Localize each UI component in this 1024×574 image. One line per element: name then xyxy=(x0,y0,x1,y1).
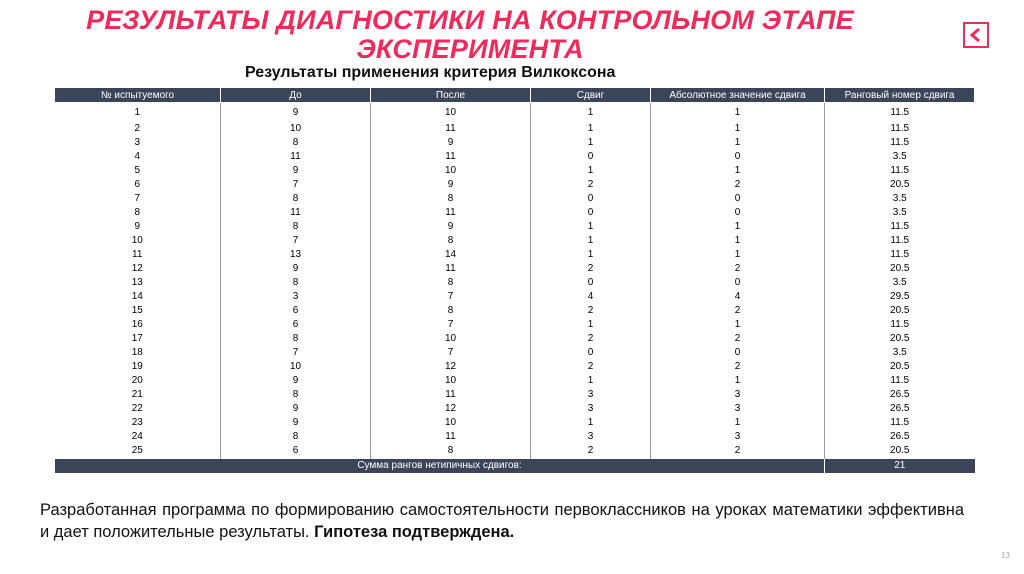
after-cell: 8 xyxy=(371,234,531,248)
rank-cell: 20.5 xyxy=(890,305,910,316)
shift-cell: 4 xyxy=(531,290,651,304)
after-cell: 10 xyxy=(371,103,531,123)
rank-cell: 11.5 xyxy=(890,319,910,330)
absolute-shift-cell: 1 xyxy=(651,234,825,248)
shift-cell: 2 xyxy=(531,262,651,276)
absolute-shift-cell: 3 xyxy=(651,388,825,402)
shift-cell: 1 xyxy=(531,136,651,150)
rank-cell: 3.5 xyxy=(892,347,907,358)
after-cell: 11 xyxy=(371,206,531,220)
wilcoxon-table xyxy=(54,87,975,474)
hypothesis-confirmed: Гипотеза подтверждена. xyxy=(314,523,515,541)
absolute-shift-cell: 1 xyxy=(651,164,825,178)
header-absolute-shift: Абсолютное значение сдвига xyxy=(651,88,825,103)
table-row xyxy=(55,276,975,290)
before-cell: 9 xyxy=(221,164,371,178)
table-row xyxy=(55,416,975,430)
subject-number-cell: 21 xyxy=(55,388,221,402)
shift-cell: 2 xyxy=(531,444,651,459)
after-cell: 11 xyxy=(371,122,531,136)
subject-number-cell: 24 xyxy=(55,430,221,444)
before-cell: 6 xyxy=(221,444,371,459)
after-cell: 7 xyxy=(371,346,531,360)
before-cell: 10 xyxy=(221,360,371,374)
rank-cell: 26.5 xyxy=(890,389,910,400)
subject-number-cell: 17 xyxy=(55,332,221,346)
rank-cell: 11.5 xyxy=(890,106,910,118)
after-cell: 9 xyxy=(371,178,531,192)
table-row xyxy=(55,178,975,192)
before-cell: 8 xyxy=(221,192,371,206)
rank-cell: 11.5 xyxy=(890,165,910,176)
header-before: До xyxy=(221,88,371,103)
table-row xyxy=(55,402,975,416)
after-cell: 7 xyxy=(371,290,531,304)
before-cell: 9 xyxy=(221,402,371,416)
rank-cell: 29.5 xyxy=(890,291,910,302)
table-row xyxy=(55,234,975,248)
chevron-left-icon xyxy=(969,27,983,43)
absolute-shift-cell: 1 xyxy=(651,103,825,123)
shift-cell: 3 xyxy=(531,430,651,444)
subject-number-cell: 14 xyxy=(55,290,221,304)
shift-cell: 1 xyxy=(531,220,651,234)
table-row xyxy=(55,150,975,164)
rank-cell: 3.5 xyxy=(892,193,907,204)
rank-cell: 26.5 xyxy=(890,403,910,414)
before-cell: 11 xyxy=(221,150,371,164)
subject-number-cell: 5 xyxy=(55,164,221,178)
table-row xyxy=(55,136,975,150)
subject-number-cell: 15 xyxy=(55,304,221,318)
rank-cell: 20.5 xyxy=(890,361,910,372)
after-cell: 14 xyxy=(371,248,531,262)
rank-cell: 11.5 xyxy=(890,375,910,386)
rank-cell: 20.5 xyxy=(890,179,910,190)
before-cell: 11 xyxy=(221,206,371,220)
subject-number-cell: 20 xyxy=(55,374,221,388)
before-cell: 6 xyxy=(221,304,371,318)
absolute-shift-cell: 3 xyxy=(651,402,825,416)
rank-cell: 11.5 xyxy=(890,249,910,260)
table-row xyxy=(55,206,975,220)
subject-number-cell: 1 xyxy=(55,103,221,123)
after-cell: 10 xyxy=(371,164,531,178)
after-cell: 8 xyxy=(371,444,531,459)
rank-cell: 20.5 xyxy=(890,263,910,274)
subject-number-cell: 7 xyxy=(55,192,221,206)
absolute-shift-cell: 4 xyxy=(651,290,825,304)
rank-cell: 3.5 xyxy=(892,207,907,218)
rank-cell: 26.5 xyxy=(890,431,910,442)
table-row xyxy=(55,318,975,332)
conclusion-text xyxy=(40,499,964,543)
shift-cell: 1 xyxy=(531,374,651,388)
before-cell: 9 xyxy=(221,103,371,123)
table-footer-row xyxy=(55,459,975,474)
table-body xyxy=(55,103,975,459)
table-row xyxy=(55,192,975,206)
rank-cell: 20.5 xyxy=(890,445,910,456)
absolute-shift-cell: 3 xyxy=(651,430,825,444)
header-after: После xyxy=(371,88,531,103)
subject-number-cell: 12 xyxy=(55,262,221,276)
after-cell: 12 xyxy=(371,402,531,416)
table-row xyxy=(55,332,975,346)
subject-number-cell: 9 xyxy=(55,220,221,234)
table-row xyxy=(55,430,975,444)
table-row xyxy=(55,248,975,262)
shift-cell: 0 xyxy=(531,276,651,290)
before-cell: 8 xyxy=(221,332,371,346)
before-cell: 8 xyxy=(221,220,371,234)
slide-subtitle: Результаты применения критерия Вилкоксона xyxy=(245,64,616,81)
before-cell: 13 xyxy=(221,248,371,262)
before-cell: 7 xyxy=(221,234,371,248)
rank-cell: 20.5 xyxy=(890,333,910,344)
table-row xyxy=(55,103,975,123)
slide-title: РЕЗУЛЬТАТЫ ДИАГНОСТИКИ НА КОНТРОЛЬНОМ ЭТАПЕ ЭКСПЕРИМЕНТА xyxy=(86,5,854,64)
after-cell: 8 xyxy=(371,192,531,206)
before-cell: 8 xyxy=(221,430,371,444)
shift-cell: 0 xyxy=(531,192,651,206)
absolute-shift-cell: 0 xyxy=(651,346,825,360)
after-cell: 11 xyxy=(371,430,531,444)
table-row xyxy=(55,220,975,234)
table-row xyxy=(55,290,975,304)
subject-number-cell: 10 xyxy=(55,234,221,248)
absolute-shift-cell: 2 xyxy=(651,444,825,459)
shift-cell: 1 xyxy=(531,416,651,430)
shift-cell: 2 xyxy=(531,360,651,374)
subject-number-cell: 16 xyxy=(55,318,221,332)
header-subject-number: № испытуемого xyxy=(55,88,221,103)
table-row xyxy=(55,164,975,178)
after-cell: 11 xyxy=(371,150,531,164)
absolute-shift-cell: 0 xyxy=(651,192,825,206)
table-header-row xyxy=(55,88,975,103)
rank-cell: 11.5 xyxy=(890,123,910,134)
absolute-shift-cell: 1 xyxy=(651,220,825,234)
conclusion-body: Разработанная программа по формированию самостоятельности первоклассников на уроках математики эффективна и дает положительные результаты. xyxy=(40,501,964,541)
shift-cell: 0 xyxy=(531,150,651,164)
header-shift: Сдвиг xyxy=(531,88,651,103)
absolute-shift-cell: 1 xyxy=(651,136,825,150)
absolute-shift-cell: 0 xyxy=(651,206,825,220)
shift-cell: 1 xyxy=(531,164,651,178)
subject-number-cell: 23 xyxy=(55,416,221,430)
absolute-shift-cell: 2 xyxy=(651,304,825,318)
subject-number-cell: 22 xyxy=(55,402,221,416)
absolute-shift-cell: 1 xyxy=(651,416,825,430)
after-cell: 11 xyxy=(371,262,531,276)
shift-cell: 2 xyxy=(531,332,651,346)
before-cell: 9 xyxy=(221,374,371,388)
table-row xyxy=(55,444,975,459)
before-cell: 8 xyxy=(221,276,371,290)
absolute-shift-cell: 0 xyxy=(651,276,825,290)
absolute-shift-cell: 1 xyxy=(651,374,825,388)
shift-cell: 1 xyxy=(531,234,651,248)
rank-cell: 3.5 xyxy=(892,151,907,162)
subject-number-cell: 3 xyxy=(55,136,221,150)
after-cell: 7 xyxy=(371,318,531,332)
table-row xyxy=(55,360,975,374)
after-cell: 10 xyxy=(371,332,531,346)
rank-cell: 11.5 xyxy=(890,235,910,246)
page-number: 13 xyxy=(1001,551,1010,560)
subject-number-cell: 11 xyxy=(55,248,221,262)
absolute-shift-cell: 2 xyxy=(651,332,825,346)
rank-cell: 11.5 xyxy=(890,137,910,148)
before-cell: 8 xyxy=(221,388,371,402)
subject-number-cell: 25 xyxy=(55,444,221,459)
table-row xyxy=(55,122,975,136)
absolute-shift-cell: 1 xyxy=(651,248,825,262)
back-button[interactable] xyxy=(963,22,989,48)
rank-cell: 3.5 xyxy=(892,277,907,288)
subject-number-cell: 4 xyxy=(55,150,221,164)
before-cell: 9 xyxy=(221,262,371,276)
before-cell: 3 xyxy=(221,290,371,304)
before-cell: 9 xyxy=(221,416,371,430)
absolute-shift-cell: 2 xyxy=(651,262,825,276)
shift-cell: 3 xyxy=(531,388,651,402)
after-cell: 8 xyxy=(371,304,531,318)
subject-number-cell: 2 xyxy=(55,122,221,136)
absolute-shift-cell: 2 xyxy=(651,360,825,374)
rank-sum-label: Сумма рангов нетипичных сдвигов: xyxy=(55,459,825,474)
after-cell: 9 xyxy=(371,220,531,234)
rank-sum-value: 21 xyxy=(825,459,975,474)
shift-cell: 3 xyxy=(531,402,651,416)
shift-cell: 1 xyxy=(531,318,651,332)
before-cell: 7 xyxy=(221,178,371,192)
before-cell: 8 xyxy=(221,136,371,150)
shift-cell: 2 xyxy=(531,178,651,192)
shift-cell: 1 xyxy=(531,248,651,262)
subject-number-cell: 18 xyxy=(55,346,221,360)
header-rank: Ранговый номер сдвига xyxy=(825,88,975,103)
after-cell: 10 xyxy=(371,374,531,388)
shift-cell: 1 xyxy=(531,103,651,123)
table-row xyxy=(55,388,975,402)
subject-number-cell: 19 xyxy=(55,360,221,374)
after-cell: 10 xyxy=(371,416,531,430)
table-row xyxy=(55,346,975,360)
table-row xyxy=(55,262,975,276)
subject-number-cell: 8 xyxy=(55,206,221,220)
table-row xyxy=(55,304,975,318)
absolute-shift-cell: 1 xyxy=(651,122,825,136)
shift-cell: 0 xyxy=(531,206,651,220)
subject-number-cell: 6 xyxy=(55,178,221,192)
after-cell: 12 xyxy=(371,360,531,374)
table-row xyxy=(55,374,975,388)
absolute-shift-cell: 1 xyxy=(651,318,825,332)
after-cell: 11 xyxy=(371,388,531,402)
rank-cell: 11.5 xyxy=(890,221,910,232)
shift-cell: 2 xyxy=(531,304,651,318)
after-cell: 9 xyxy=(371,136,531,150)
subject-number-cell: 13 xyxy=(55,276,221,290)
shift-cell: 0 xyxy=(531,346,651,360)
shift-cell: 1 xyxy=(531,122,651,136)
absolute-shift-cell: 2 xyxy=(651,178,825,192)
before-cell: 6 xyxy=(221,318,371,332)
before-cell: 7 xyxy=(221,346,371,360)
absolute-shift-cell: 0 xyxy=(651,150,825,164)
rank-cell: 11.5 xyxy=(890,417,910,428)
before-cell: 10 xyxy=(221,122,371,136)
after-cell: 8 xyxy=(371,276,531,290)
